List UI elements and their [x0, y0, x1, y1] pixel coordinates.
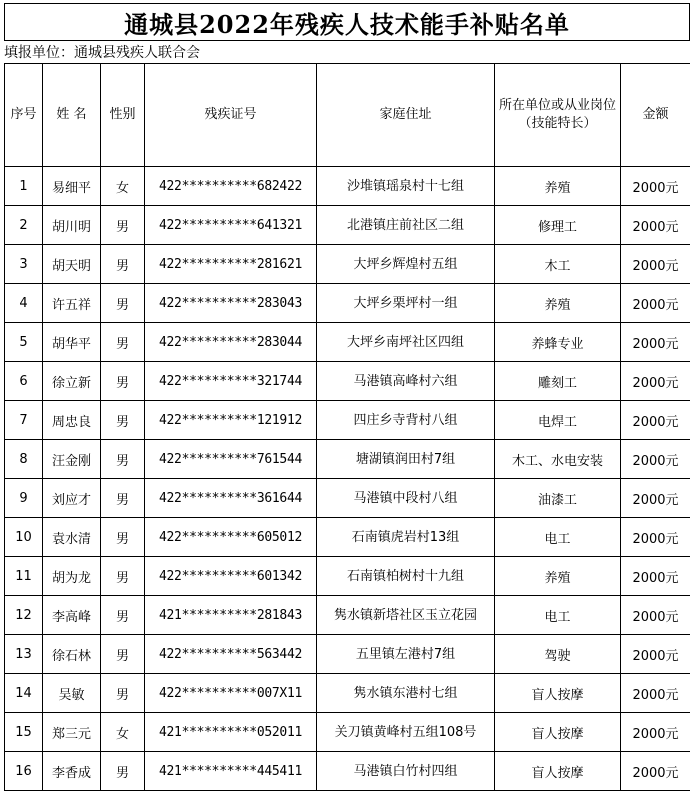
col-header-amount: 金额: [621, 64, 691, 167]
cell-name[interactable]: 李高峰: [43, 596, 101, 635]
cell-job[interactable]: 盲人按摩: [495, 674, 621, 713]
cell-cert[interactable]: 422**********682422: [145, 167, 317, 206]
cell-no[interactable]: 4: [5, 284, 43, 323]
cell-amount[interactable]: 2000元: [621, 674, 691, 713]
page-title: 通城县2022年残疾人技术能手补贴名单: [4, 3, 690, 41]
cell-cert[interactable]: 421**********281843: [145, 596, 317, 635]
cell-job[interactable]: 驾驶: [495, 635, 621, 674]
cell-name[interactable]: 汪金刚: [43, 440, 101, 479]
cell-gender[interactable]: 男: [101, 284, 145, 323]
cell-name[interactable]: 胡为龙: [43, 557, 101, 596]
cell-amount[interactable]: 2000元: [621, 245, 691, 284]
cell-amount[interactable]: 2000元: [621, 206, 691, 245]
table-container: [4, 63, 690, 800]
cell-name[interactable]: 郑三元: [43, 713, 101, 752]
cell-no[interactable]: 9: [5, 479, 43, 518]
table-row: [5, 752, 691, 791]
cell-gender[interactable]: 男: [101, 362, 145, 401]
table-row: [5, 635, 691, 674]
cell-cert[interactable]: 422**********605012: [145, 518, 317, 557]
table-row: [5, 245, 691, 284]
cell-cert[interactable]: 422**********641321: [145, 206, 317, 245]
cell-gender[interactable]: 女: [101, 713, 145, 752]
cell-name[interactable]: 胡华平: [43, 323, 101, 362]
cell-no[interactable]: 16: [5, 752, 43, 791]
cell-job[interactable]: 养殖: [495, 557, 621, 596]
cell-address[interactable]: 大坪乡栗坪村一组: [317, 284, 495, 323]
col-header-name: 姓 名: [43, 64, 101, 167]
table-row: [5, 362, 691, 401]
table-row: [5, 479, 691, 518]
cell-address[interactable]: 大坪乡南坪社区四组: [317, 323, 495, 362]
cell-address[interactable]: 隽水镇东港村七组: [317, 674, 495, 713]
cell-no[interactable]: 6: [5, 362, 43, 401]
cell-cert[interactable]: 421**********052011: [145, 713, 317, 752]
cell-job[interactable]: 养殖: [495, 284, 621, 323]
cell-address[interactable]: 五里镇左港村7组: [317, 635, 495, 674]
cell-job[interactable]: 雕刻工: [495, 362, 621, 401]
cell-no[interactable]: 8: [5, 440, 43, 479]
cell-amount[interactable]: 2000元: [621, 167, 691, 206]
cell-job[interactable]: 电焊工: [495, 401, 621, 440]
cell-amount[interactable]: 2000元: [621, 713, 691, 752]
cell-gender[interactable]: 男: [101, 245, 145, 284]
col-header-job: 所在单位或从业岗位（技能特长）: [495, 64, 621, 167]
col-header-cert: 残疾证号: [145, 64, 317, 167]
cell-address[interactable]: 隽水镇新塔社区玉立花园: [317, 596, 495, 635]
cell-amount[interactable]: 2000元: [621, 518, 691, 557]
cell-job[interactable]: 盲人按摩: [495, 713, 621, 752]
cell-gender[interactable]: 男: [101, 401, 145, 440]
cell-name[interactable]: 李香成: [43, 752, 101, 791]
cell-cert[interactable]: 422**********361644: [145, 479, 317, 518]
cell-no[interactable]: 7: [5, 401, 43, 440]
col-header-gender: 性别: [101, 64, 145, 167]
cell-address[interactable]: 马港镇高峰村六组: [317, 362, 495, 401]
table-row: [5, 518, 691, 557]
cell-cert[interactable]: 422**********283043: [145, 284, 317, 323]
cell-job[interactable]: 养殖: [495, 167, 621, 206]
cell-no[interactable]: 13: [5, 635, 43, 674]
cell-gender[interactable]: 男: [101, 479, 145, 518]
cell-gender[interactable]: 男: [101, 596, 145, 635]
cell-no[interactable]: 5: [5, 323, 43, 362]
table-body: [5, 167, 691, 791]
cell-cert[interactable]: 422**********281621: [145, 245, 317, 284]
cell-cert[interactable]: 422**********121912: [145, 401, 317, 440]
cell-job[interactable]: 木工、水电安装: [495, 440, 621, 479]
cell-gender[interactable]: 男: [101, 635, 145, 674]
table-row: [5, 284, 691, 323]
cell-name[interactable]: 吴敏: [43, 674, 101, 713]
cell-gender[interactable]: 男: [101, 440, 145, 479]
header-row: [5, 64, 691, 167]
reporting-unit: 填报单位：通城县残疾人联合会: [4, 45, 200, 61]
cell-no[interactable]: 3: [5, 245, 43, 284]
cell-amount[interactable]: 2000元: [621, 284, 691, 323]
cell-amount[interactable]: 2000元: [621, 479, 691, 518]
cell-amount[interactable]: 2000元: [621, 440, 691, 479]
col-header-address: 家庭住址: [317, 64, 495, 167]
cell-name[interactable]: 胡天明: [43, 245, 101, 284]
cell-name[interactable]: 徐石林: [43, 635, 101, 674]
table-row: [5, 206, 691, 245]
table-row: [5, 713, 691, 752]
cell-address[interactable]: 石南镇柏树村十九组: [317, 557, 495, 596]
table-row: [5, 440, 691, 479]
cell-address[interactable]: 马港镇中段村八组: [317, 479, 495, 518]
cell-address[interactable]: 石南镇虎岩村13组: [317, 518, 495, 557]
cell-job[interactable]: 修理工: [495, 206, 621, 245]
cell-gender[interactable]: 男: [101, 752, 145, 791]
cell-amount[interactable]: 2000元: [621, 323, 691, 362]
cell-name[interactable]: 许五祥: [43, 284, 101, 323]
cell-name[interactable]: 胡川明: [43, 206, 101, 245]
cell-no[interactable]: 11: [5, 557, 43, 596]
cell-address[interactable]: 四庄乡寺背村八组: [317, 401, 495, 440]
cell-cert[interactable]: 422**********761544: [145, 440, 317, 479]
cell-no[interactable]: 2: [5, 206, 43, 245]
table-row: [5, 167, 691, 206]
cell-address[interactable]: 大坪乡辉煌村五组: [317, 245, 495, 284]
cell-address[interactable]: 关刀镇黄峰村五组108号: [317, 713, 495, 752]
cell-name[interactable]: 刘应才: [43, 479, 101, 518]
cell-gender[interactable]: 女: [101, 167, 145, 206]
cell-job[interactable]: 电工: [495, 596, 621, 635]
cell-cert[interactable]: 421**********445411: [145, 752, 317, 791]
table-row: [5, 674, 691, 713]
cell-job[interactable]: 油漆工: [495, 479, 621, 518]
cell-address[interactable]: 北港镇庄前社区二组: [317, 206, 495, 245]
cell-no[interactable]: 1: [5, 167, 43, 206]
cell-cert[interactable]: 422**********283044: [145, 323, 317, 362]
cell-cert[interactable]: 422**********601342: [145, 557, 317, 596]
cell-no[interactable]: 12: [5, 596, 43, 635]
table-row: [5, 401, 691, 440]
cell-gender[interactable]: 男: [101, 674, 145, 713]
cell-amount[interactable]: 2000元: [621, 401, 691, 440]
cell-job[interactable]: 电工: [495, 518, 621, 557]
cell-gender[interactable]: 男: [101, 206, 145, 245]
cell-gender[interactable]: 男: [101, 557, 145, 596]
cell-amount[interactable]: 2000元: [621, 557, 691, 596]
subsidy-table: [4, 63, 690, 791]
cell-name[interactable]: 徐立新: [43, 362, 101, 401]
cell-cert[interactable]: 422**********321744: [145, 362, 317, 401]
cell-cert[interactable]: 422**********563442: [145, 635, 317, 674]
cell-amount[interactable]: 2000元: [621, 596, 691, 635]
cell-gender[interactable]: 男: [101, 518, 145, 557]
cell-amount[interactable]: 2000元: [621, 362, 691, 401]
cell-address[interactable]: 塘湖镇润田村7组: [317, 440, 495, 479]
cell-name[interactable]: 袁水清: [43, 518, 101, 557]
cell-address[interactable]: 沙堆镇瑶泉村十七组: [317, 167, 495, 206]
cell-job[interactable]: 木工: [495, 245, 621, 284]
cell-job[interactable]: 养蜂专业: [495, 323, 621, 362]
cell-no[interactable]: 15: [5, 713, 43, 752]
table-row: [5, 557, 691, 596]
cell-name[interactable]: 周忠良: [43, 401, 101, 440]
col-header-no: 序号: [5, 64, 43, 167]
cell-name[interactable]: 易细平: [43, 167, 101, 206]
cell-address[interactable]: 马港镇白竹村四组: [317, 752, 495, 791]
cell-job[interactable]: 盲人按摩: [495, 752, 621, 791]
table-row: [5, 596, 691, 635]
cell-no[interactable]: 10: [5, 518, 43, 557]
cell-cert[interactable]: 422**********007X11: [145, 674, 317, 713]
cell-amount[interactable]: 2000元: [621, 635, 691, 674]
cell-amount[interactable]: 2000元: [621, 752, 691, 791]
table-row: [5, 323, 691, 362]
cell-gender[interactable]: 男: [101, 323, 145, 362]
cell-no[interactable]: 14: [5, 674, 43, 713]
